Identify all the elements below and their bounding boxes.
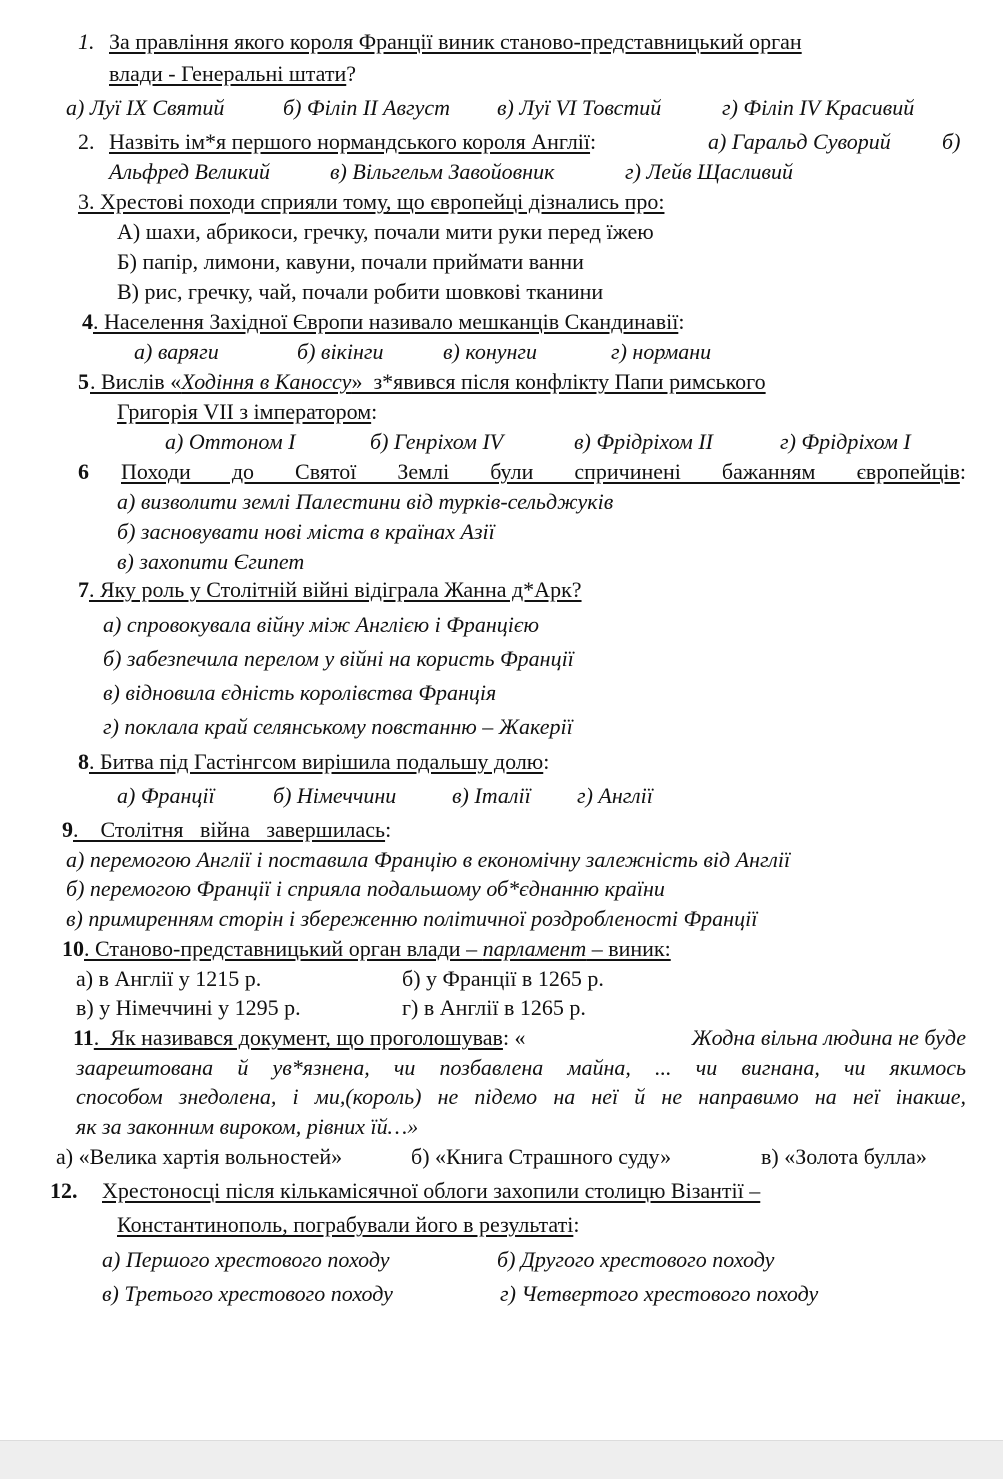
- q8-question-line: [78, 748, 549, 776]
- q1-question-mark: ?: [346, 61, 357, 86]
- q11-number: 11: [73, 1025, 94, 1050]
- q8-option-b: б) Німеччини: [273, 783, 397, 808]
- q8-option-a: а) Франції: [117, 783, 215, 808]
- q6-option-b: б) засновувати нові міста в країнах Азії: [117, 519, 495, 544]
- q6-number: 6: [78, 459, 89, 484]
- q6-option-a: а) визволити землі Палестини від турків-сельджуків: [117, 489, 614, 514]
- q12-question-line2: [117, 1211, 579, 1239]
- q12-option-b: б) Другого хрестового походу: [497, 1247, 775, 1272]
- q4-number: 4: [82, 309, 93, 334]
- q2-option-c: в) Вільгельм Завойовник: [330, 159, 555, 184]
- q11-question-head: [73, 1024, 526, 1052]
- q12-option-a: а) Першого хрестового походу: [102, 1247, 390, 1272]
- q1-question-line1: [109, 28, 966, 56]
- q10-question-line: [62, 935, 671, 963]
- q12-question-text-2: Константинополь, пограбували його в результаті: [117, 1212, 574, 1237]
- q10-option-b: б) у Франції в 1265 р.: [402, 966, 604, 991]
- q8-number: 8: [78, 749, 89, 774]
- q11-question-text: . Як називався документ, що проголошував: [93, 1025, 503, 1050]
- q11-option-a: а) «Велика хартія вольностей»: [56, 1144, 343, 1169]
- q5-question-line1: [90, 368, 966, 396]
- q2-question-line: [109, 128, 596, 156]
- q7-option-d: г) поклала край селянському повстанню – Жакерії: [103, 714, 573, 739]
- q5-question-text: [90, 368, 766, 396]
- q2-option-a: а) Гаральд Суворий: [708, 129, 891, 154]
- q9-option-c: в) примиренням сторін і збереженню політичної роздробленості Франції: [66, 906, 758, 931]
- q7-question-line: [78, 576, 582, 604]
- q2-option-d: г) Лейв Щасливий: [625, 159, 793, 184]
- q10-question-text: [84, 936, 671, 961]
- q5-option-a: а) Оттоном I: [165, 429, 296, 454]
- q1-option-a: а) Луї IX Святий: [66, 95, 225, 120]
- q11-quote-line-3: як за законним вироком, рівних їй…»: [76, 1114, 419, 1139]
- bottom-viewer-bar: [0, 1440, 1003, 1479]
- q3-question-line: 3. Хрестові походи сприяли тому, що європейці дізнались про:: [78, 189, 665, 214]
- q4-option-b: б) вікінги: [297, 339, 384, 364]
- q9-option-a: а) перемогою Англії і поставила Францію в економічну залежність від Англії: [66, 847, 791, 872]
- q9-option-b: б) перемогою Франції і сприяла подальшому об*єднанню країни: [66, 876, 665, 901]
- q11-quote-line-2: способом знедолена, і ми,(король) не підемо на неї й не направимо на неї інакше,: [76, 1084, 966, 1109]
- q4-question-line: [82, 308, 684, 336]
- q4-option-c: в) конунги: [443, 339, 538, 364]
- q1-question-line2: [109, 60, 356, 88]
- q2-colon: :: [590, 129, 597, 154]
- q4-option-d: г) нормани: [611, 339, 712, 364]
- q11-option-b: б) «Книга Страшного суду»: [411, 1144, 672, 1169]
- q4-colon: :: [678, 309, 685, 334]
- q7-number: 7: [78, 577, 89, 602]
- q6-question-text: Походи до Святої Землі були спричинені бажанням європейців: [121, 459, 960, 484]
- q5-text-part-2: » з*явився після конфлікту Папи римського: [351, 369, 766, 394]
- q10-option-d: г) в Англії в 1265 р.: [402, 995, 586, 1020]
- q11-quote-open: : «: [502, 1025, 526, 1050]
- q7-option-c: в) відновила єдність королівства Франція: [103, 680, 497, 705]
- q4-question-text: . Населення Західної Європи називало мешканців Скандинавії: [93, 309, 679, 334]
- q5-question-text-2: Григорія VII з імператором: [117, 399, 372, 424]
- q5-option-d: г) Фрідріхом I: [780, 429, 911, 454]
- q10-option-c: в) у Німеччині у 1295 р.: [76, 995, 301, 1020]
- q12-question-line1: [102, 1177, 966, 1205]
- q1-option-d: г) Філіп IV Красивий: [722, 95, 915, 120]
- q1-question-text: За правління якого короля Франції виник станово-представницький орган: [109, 29, 802, 54]
- q3-option-a: А) шахи, абрикоси, гречку, почали мити руки перед їжею: [117, 219, 654, 244]
- q5-option-c: в) Фрідріхом II: [574, 429, 713, 454]
- q1-question-text-2: влади - Генеральні штати: [109, 61, 347, 86]
- q3-option-c: В) рис, гречку, чай, почали робити шовкові тканини: [117, 279, 604, 304]
- q1-option-c: в) Луї VI Товстий: [497, 95, 662, 120]
- q2-question-text: Назвіть ім*я першого нормандського короля Англії: [109, 129, 591, 154]
- q12-option-d: г) Четвертого хрестового походу: [500, 1281, 819, 1306]
- q9-colon: :: [385, 817, 392, 842]
- q12-option-c: в) Третього хрестового походу: [102, 1281, 393, 1306]
- q5-colon: :: [371, 399, 378, 424]
- q7-option-b: б) забезпечила перелом у війні на користь Франції: [103, 646, 574, 671]
- q1-number: 1.: [78, 29, 95, 54]
- q12-colon: :: [573, 1212, 580, 1237]
- q8-colon: :: [543, 749, 550, 774]
- q10-term: парламент: [482, 936, 587, 961]
- q5-text-part-1: . Вислів «: [90, 369, 182, 394]
- q9-number: 9: [62, 817, 73, 842]
- q12-question-text: Хрестоносці після кількамісячної облоги захопили столицю Візантії –: [102, 1178, 761, 1203]
- q8-option-d: г) Англії: [577, 783, 653, 808]
- q5-option-b: б) Генріхом IV: [370, 429, 504, 454]
- q2-option-b: Альфред Великий: [109, 159, 271, 184]
- q5-question-line2: [117, 398, 377, 426]
- q11-quote-line-1: заарештована й ув*язнена, чи позбавлена майна, ... чи вигнана, чи якимось: [76, 1055, 966, 1080]
- q10-text-part-1: . Станово-представницький орган влади –: [84, 936, 483, 961]
- q4-option-a: а) варяги: [134, 339, 219, 364]
- q11-quote-start: Жодна вільна людина не буде: [691, 1025, 966, 1050]
- q1-option-b: б) Філіп II Август: [283, 95, 451, 120]
- q10-number: 10: [62, 936, 84, 961]
- q10-text-part-2: – виник:: [586, 936, 671, 961]
- q9-question-text: . Столітня війна завершилась: [73, 817, 386, 842]
- q8-question-text: . Битва під Гастінгсом вирішила подальшу долю: [89, 749, 544, 774]
- q2-number: 2.: [78, 129, 95, 154]
- q10-option-a: а) в Англії у 1215 р.: [76, 966, 262, 991]
- q8-option-c: в) Італії: [452, 783, 531, 808]
- q6-option-c: в) захопити Єгипет: [117, 549, 305, 574]
- q7-option-a: а) спровокувала війну між Англією і Францією: [103, 612, 540, 637]
- q2-option-b-letter: б): [942, 129, 961, 154]
- q3-option-b: Б) папір, лимони, кавуни, почали приймати ванни: [117, 249, 584, 274]
- q6-question-line: [121, 458, 966, 486]
- q12-number: 12.: [50, 1178, 78, 1203]
- q9-question-line: [62, 816, 391, 844]
- q11-question-line: [73, 1024, 966, 1052]
- q5-quote: Ходіння в Каноссу: [181, 369, 352, 394]
- q5-number: 5: [78, 369, 89, 394]
- q7-question-text: . Яку роль у Столітній війні відіграла Жанна д*Арк?: [89, 577, 582, 602]
- q6-colon: :: [959, 459, 966, 484]
- q11-option-c: в) «Золота булла»: [761, 1144, 927, 1169]
